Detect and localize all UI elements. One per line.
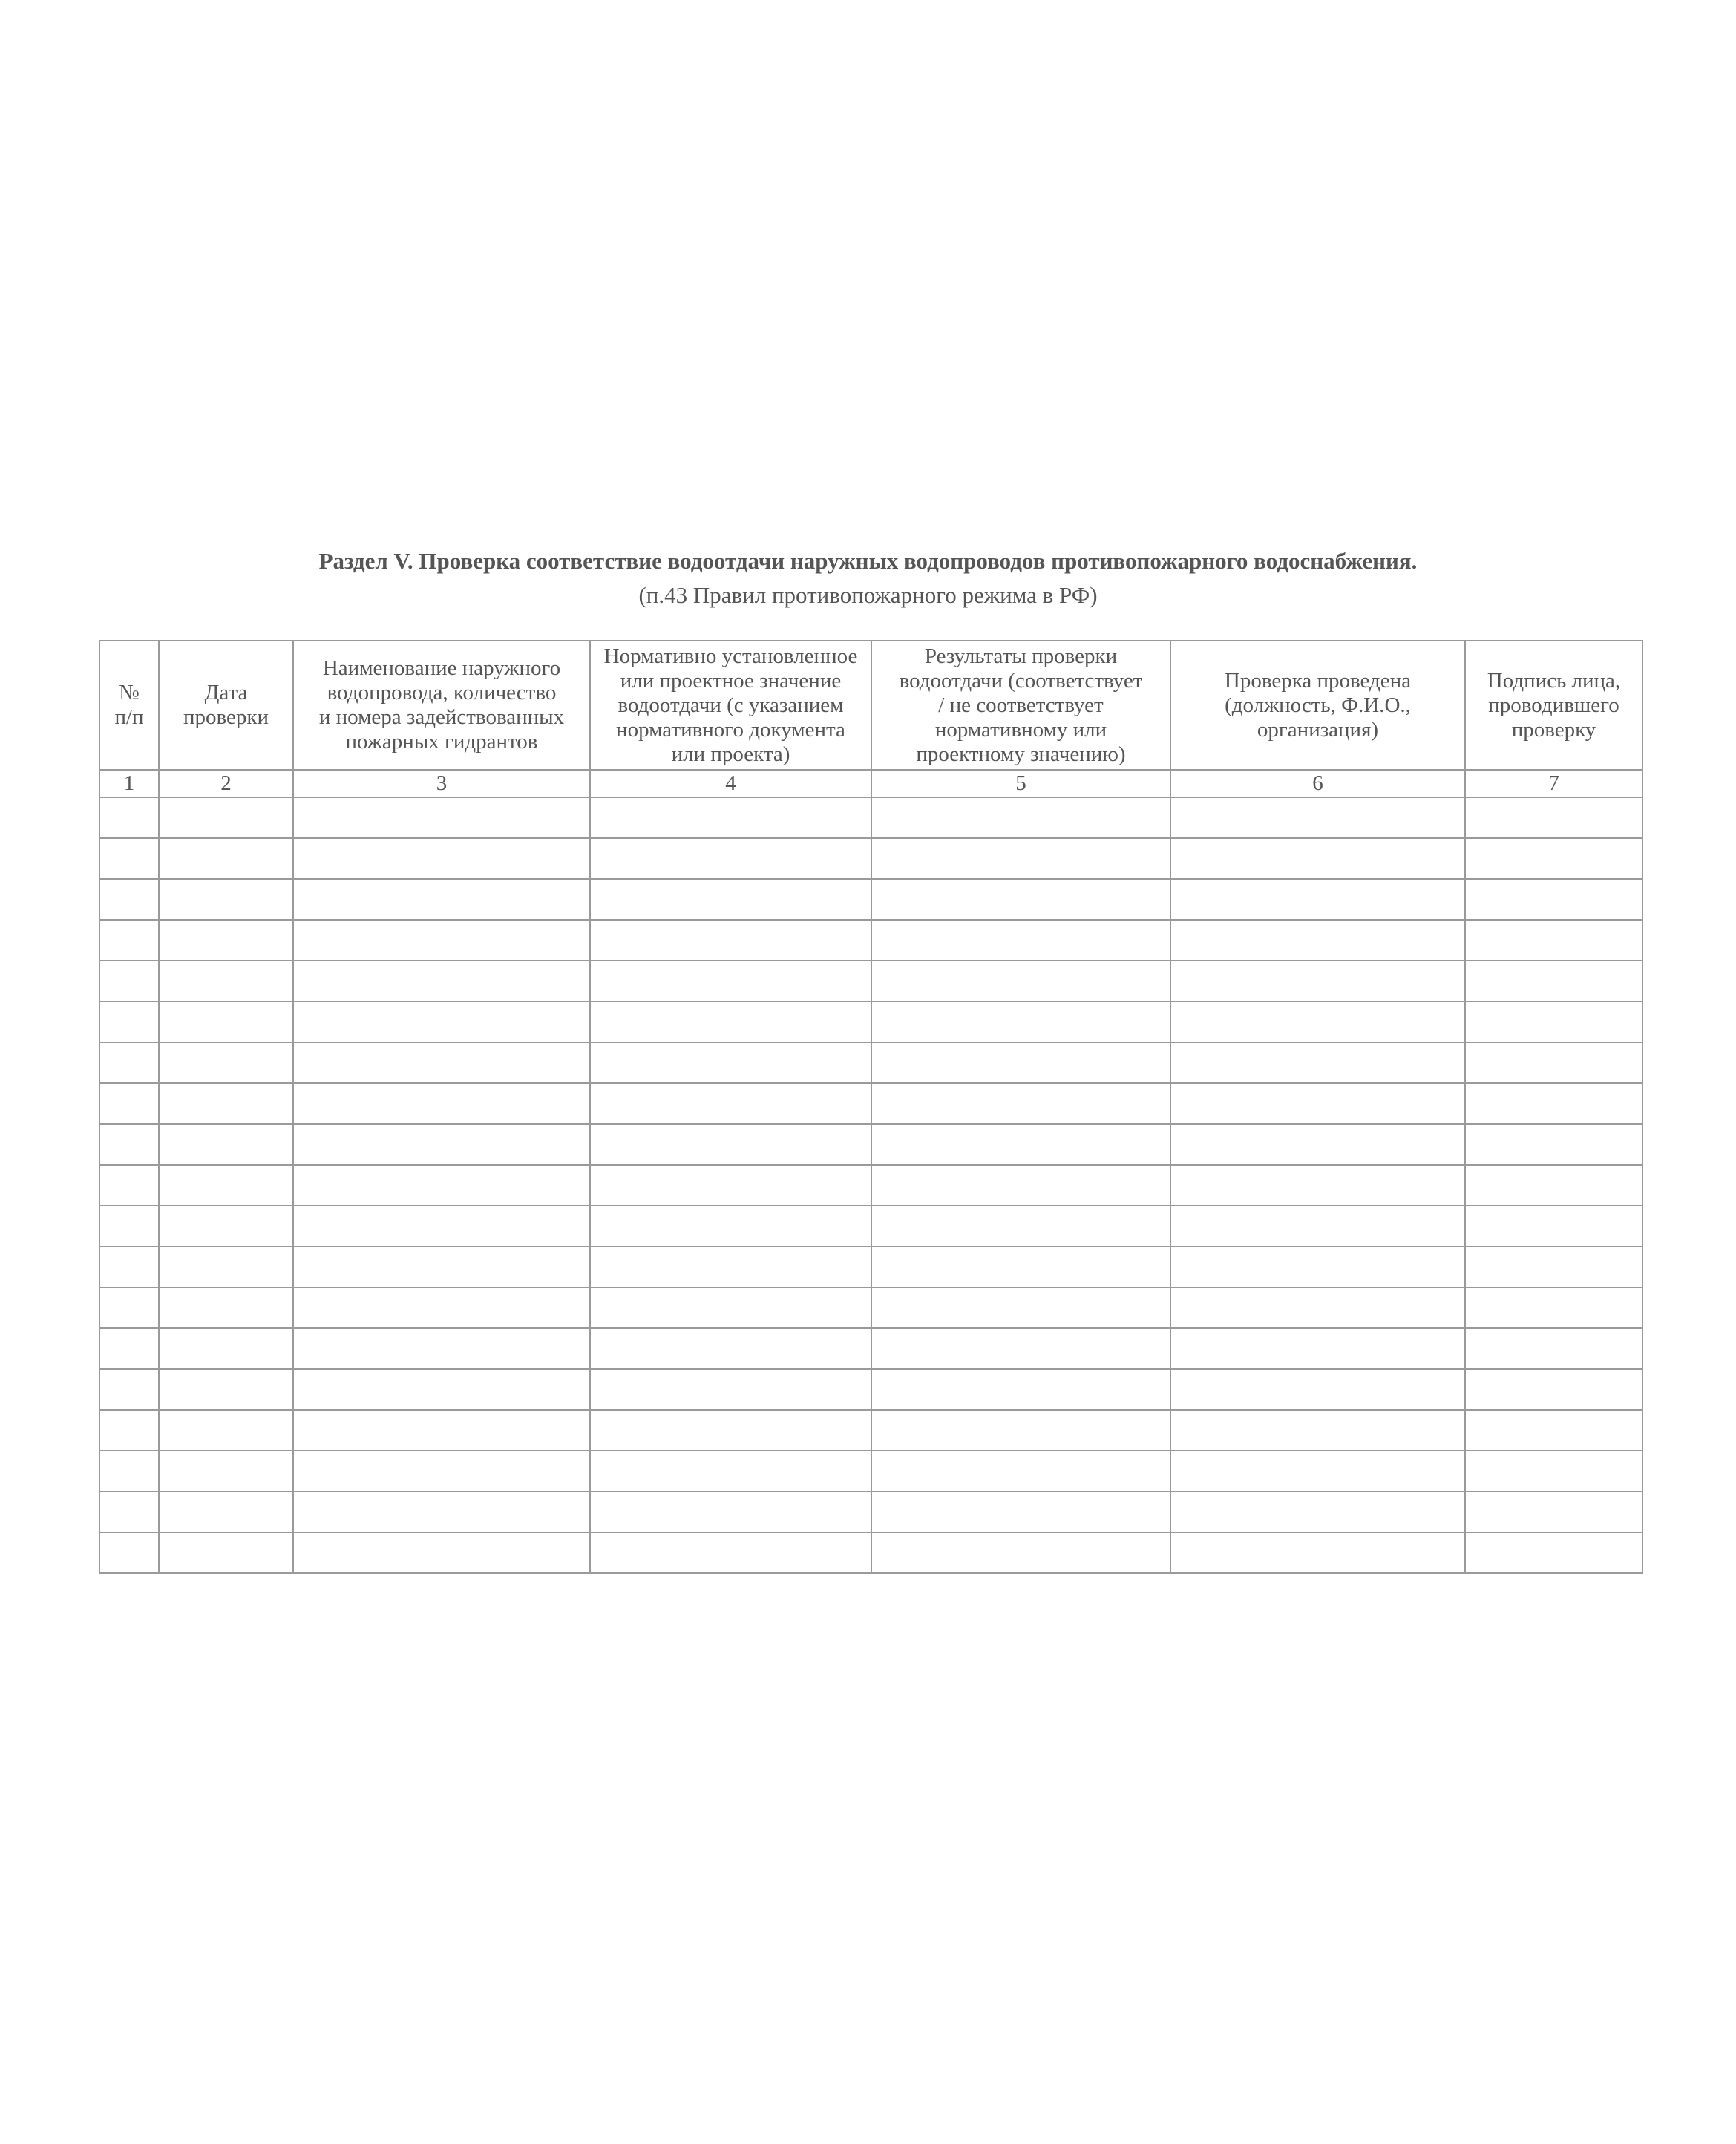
- cell-signature: [1465, 1491, 1642, 1532]
- cell-number: [99, 1287, 159, 1328]
- cell-date: [159, 1369, 293, 1410]
- cell-normative-value: [590, 1410, 871, 1451]
- table-row: [99, 1451, 1642, 1491]
- table-row: [99, 1410, 1642, 1451]
- cell-date: [159, 1328, 293, 1369]
- cell-normative-value: [590, 920, 871, 961]
- cell-inspector: [1170, 1328, 1465, 1369]
- cell-check-results: [871, 1451, 1170, 1491]
- table-row: [99, 1124, 1642, 1165]
- table-row: [99, 1328, 1642, 1369]
- cell-check-results: [871, 1246, 1170, 1287]
- column-number: 1: [99, 770, 159, 797]
- cell-water-supply-name: [293, 1165, 590, 1206]
- cell-inspector: [1170, 1491, 1465, 1532]
- cell-inspector: [1170, 1165, 1465, 1206]
- cell-number: [99, 1165, 159, 1206]
- column-number: 4: [590, 770, 871, 797]
- cell-date: [159, 1410, 293, 1451]
- section-subtitle: (п.43 Правил противопожарного режима в РФ): [638, 582, 1098, 608]
- cell-water-supply-name: [293, 1369, 590, 1410]
- cell-water-supply-name: [293, 1491, 590, 1532]
- cell-date: [159, 1287, 293, 1328]
- cell-signature: [1465, 1083, 1642, 1124]
- cell-normative-value: [590, 1083, 871, 1124]
- cell-number: [99, 1083, 159, 1124]
- cell-normative-value: [590, 1246, 871, 1287]
- cell-date: [159, 1083, 293, 1124]
- cell-inspector: [1170, 1369, 1465, 1410]
- cell-water-supply-name: [293, 1532, 590, 1573]
- cell-normative-value: [590, 1001, 871, 1042]
- cell-check-results: [871, 1532, 1170, 1573]
- cell-signature: [1465, 1042, 1642, 1083]
- cell-normative-value: [590, 1287, 871, 1328]
- cell-date: [159, 1042, 293, 1083]
- cell-water-supply-name: [293, 1083, 590, 1124]
- cell-water-supply-name: [293, 1042, 590, 1083]
- cell-number: [99, 961, 159, 1001]
- cell-water-supply-name: [293, 1124, 590, 1165]
- cell-signature: [1465, 879, 1642, 920]
- cell-date: [159, 1532, 293, 1573]
- cell-inspector: [1170, 961, 1465, 1001]
- cell-normative-value: [590, 1369, 871, 1410]
- cell-normative-value: [590, 1328, 871, 1369]
- cell-check-results: [871, 1042, 1170, 1083]
- cell-check-results: [871, 1328, 1170, 1369]
- cell-inspector: [1170, 1246, 1465, 1287]
- cell-water-supply-name: [293, 1246, 590, 1287]
- column-header-water-supply-name: Наименование наружного водопровода, количество и номера задействованных пожарных гидрантов: [293, 641, 590, 770]
- table-row: [99, 1287, 1642, 1328]
- cell-normative-value: [590, 961, 871, 1001]
- table-row: [99, 961, 1642, 1001]
- cell-date: [159, 1165, 293, 1206]
- cell-inspector: [1170, 920, 1465, 961]
- cell-number: [99, 1001, 159, 1042]
- cell-check-results: [871, 1001, 1170, 1042]
- column-header-number: № п/п: [99, 641, 159, 770]
- column-header-normative-value: Нормативно установленное или проектное значение водоотдачи (с указанием нормативного документа или проекта): [590, 641, 871, 770]
- cell-date: [159, 1124, 293, 1165]
- cell-water-supply-name: [293, 1328, 590, 1369]
- cell-signature: [1465, 920, 1642, 961]
- cell-signature: [1465, 1206, 1642, 1246]
- cell-signature: [1465, 797, 1642, 838]
- cell-signature: [1465, 1287, 1642, 1328]
- cell-inspector: [1170, 1532, 1465, 1573]
- cell-signature: [1465, 838, 1642, 879]
- cell-water-supply-name: [293, 838, 590, 879]
- cell-signature: [1465, 1001, 1642, 1042]
- cell-inspector: [1170, 1410, 1465, 1451]
- cell-check-results: [871, 1083, 1170, 1124]
- cell-number: [99, 838, 159, 879]
- cell-check-results: [871, 1124, 1170, 1165]
- table-row: [99, 1491, 1642, 1532]
- cell-date: [159, 1206, 293, 1246]
- cell-date: [159, 797, 293, 838]
- cell-check-results: [871, 1491, 1170, 1532]
- column-number: 2: [159, 770, 293, 797]
- cell-date: [159, 1246, 293, 1287]
- cell-normative-value: [590, 1451, 871, 1491]
- cell-date: [159, 1001, 293, 1042]
- table-row: [99, 797, 1642, 838]
- cell-normative-value: [590, 1165, 871, 1206]
- cell-signature: [1465, 961, 1642, 1001]
- cell-water-supply-name: [293, 961, 590, 1001]
- cell-check-results: [871, 797, 1170, 838]
- cell-check-results: [871, 1287, 1170, 1328]
- cell-signature: [1465, 1369, 1642, 1410]
- cell-date: [159, 920, 293, 961]
- cell-number: [99, 1124, 159, 1165]
- table-row: [99, 1042, 1642, 1083]
- header-row: [99, 641, 1642, 770]
- cell-number: [99, 1246, 159, 1287]
- cell-normative-value: [590, 1206, 871, 1246]
- cell-normative-value: [590, 1532, 871, 1573]
- cell-water-supply-name: [293, 920, 590, 961]
- column-header-signature: Подпись лица, проводившего проверку: [1465, 641, 1642, 770]
- cell-inspector: [1170, 1042, 1465, 1083]
- cell-normative-value: [590, 1124, 871, 1165]
- column-header-inspector: Проверка проведена (должность, Ф.И.О., организация): [1170, 641, 1465, 770]
- cell-normative-value: [590, 1491, 871, 1532]
- cell-check-results: [871, 1369, 1170, 1410]
- cell-signature: [1465, 1328, 1642, 1369]
- cell-water-supply-name: [293, 1001, 590, 1042]
- cell-signature: [1465, 1410, 1642, 1451]
- cell-water-supply-name: [293, 797, 590, 838]
- cell-normative-value: [590, 879, 871, 920]
- column-header-check-results: Результаты проверки водоотдачи (соответствует / не соответствует нормативному или проектному значению): [871, 641, 1170, 770]
- cell-number: [99, 1042, 159, 1083]
- inspection-journal-table: [99, 640, 1643, 1574]
- cell-check-results: [871, 1165, 1170, 1206]
- table-row: [99, 838, 1642, 879]
- cell-inspector: [1170, 838, 1465, 879]
- table-row: [99, 1165, 1642, 1206]
- column-number: 7: [1465, 770, 1642, 797]
- cell-number: [99, 797, 159, 838]
- cell-signature: [1465, 1124, 1642, 1165]
- cell-check-results: [871, 838, 1170, 879]
- cell-date: [159, 838, 293, 879]
- cell-signature: [1465, 1451, 1642, 1491]
- cell-water-supply-name: [293, 1287, 590, 1328]
- cell-inspector: [1170, 1451, 1465, 1491]
- cell-signature: [1465, 1165, 1642, 1206]
- table-row: [99, 1369, 1642, 1410]
- cell-water-supply-name: [293, 1410, 590, 1451]
- cell-date: [159, 961, 293, 1001]
- cell-check-results: [871, 1206, 1170, 1246]
- cell-check-results: [871, 920, 1170, 961]
- section-title: Раздел V. Проверка соответствие водоотдачи наружных водопроводов противопожарного водоснабжения.: [318, 548, 1418, 574]
- cell-inspector: [1170, 1206, 1465, 1246]
- table-row: [99, 1083, 1642, 1124]
- cell-number: [99, 1532, 159, 1573]
- cell-inspector: [1170, 1001, 1465, 1042]
- table-row: [99, 1001, 1642, 1042]
- cell-check-results: [871, 1410, 1170, 1451]
- table-row: [99, 1532, 1642, 1573]
- cell-inspector: [1170, 879, 1465, 920]
- column-number: 5: [871, 770, 1170, 797]
- table-body: [99, 797, 1642, 1573]
- column-number: 6: [1170, 770, 1465, 797]
- cell-inspector: [1170, 797, 1465, 838]
- table-row: [99, 1206, 1642, 1246]
- cell-date: [159, 1491, 293, 1532]
- table-row: [99, 1246, 1642, 1287]
- cell-number: [99, 1206, 159, 1246]
- cell-normative-value: [590, 1042, 871, 1083]
- cell-signature: [1465, 1246, 1642, 1287]
- cell-signature: [1465, 1532, 1642, 1573]
- cell-number: [99, 1369, 159, 1410]
- cell-check-results: [871, 961, 1170, 1001]
- cell-normative-value: [590, 838, 871, 879]
- column-header-date: Дата проверки: [159, 641, 293, 770]
- cell-inspector: [1170, 1287, 1465, 1328]
- table-row: [99, 920, 1642, 961]
- table-row: [99, 879, 1642, 920]
- cell-number: [99, 920, 159, 961]
- cell-inspector: [1170, 1124, 1465, 1165]
- cell-inspector: [1170, 1083, 1465, 1124]
- column-number-row: [99, 770, 1642, 797]
- cell-number: [99, 879, 159, 920]
- column-number: 3: [293, 770, 590, 797]
- cell-water-supply-name: [293, 879, 590, 920]
- cell-number: [99, 1410, 159, 1451]
- cell-number: [99, 1451, 159, 1491]
- cell-water-supply-name: [293, 1451, 590, 1491]
- cell-normative-value: [590, 797, 871, 838]
- cell-water-supply-name: [293, 1206, 590, 1246]
- cell-date: [159, 1451, 293, 1491]
- cell-number: [99, 1491, 159, 1532]
- cell-number: [99, 1328, 159, 1369]
- cell-check-results: [871, 879, 1170, 920]
- cell-date: [159, 879, 293, 920]
